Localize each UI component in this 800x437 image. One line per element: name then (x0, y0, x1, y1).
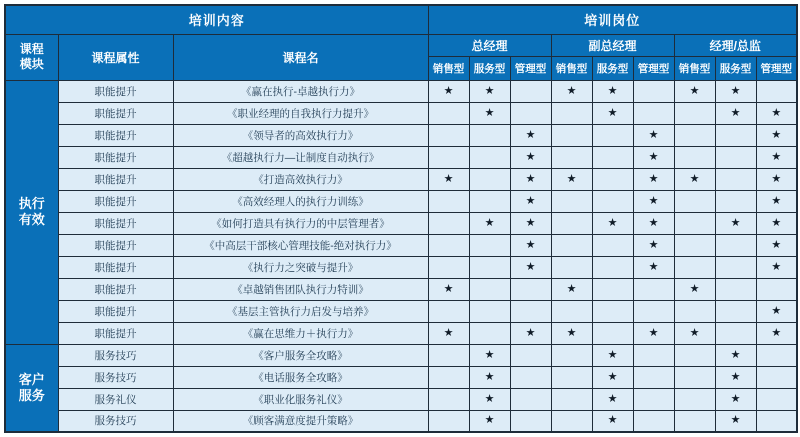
empty-mark-cell (633, 366, 674, 388)
star-icon: ★ (607, 84, 618, 97)
star-mark-cell (510, 146, 551, 168)
module-name-cell (5, 344, 58, 432)
empty-mark-cell (674, 234, 715, 256)
module-name-cell (5, 80, 58, 344)
empty-mark-cell (674, 256, 715, 278)
empty-mark-cell (551, 124, 592, 146)
empty-mark-cell (510, 300, 551, 322)
empty-mark-cell (756, 278, 797, 300)
star-icon: ★ (484, 414, 495, 427)
empty-mark-cell (674, 146, 715, 168)
star-mark-cell (715, 366, 756, 388)
empty-mark-cell (592, 168, 633, 190)
type-header-sales: 销售型 (551, 56, 592, 80)
star-icon: ★ (566, 172, 577, 185)
star-icon: ★ (730, 392, 741, 405)
type-header-management: 管理型 (756, 56, 797, 80)
star-icon: ★ (484, 106, 495, 119)
empty-mark-cell (674, 366, 715, 388)
header-row-top (5, 5, 797, 34)
course-name-cell: 《职业经理的自我执行力提升》 (173, 102, 428, 124)
empty-mark-cell (469, 322, 510, 344)
course-row (5, 344, 797, 366)
star-mark-cell (633, 212, 674, 234)
course-name-cell: 《超越执行力—让制度自动执行》 (173, 146, 428, 168)
course-row (5, 256, 797, 278)
empty-mark-cell (551, 234, 592, 256)
star-icon: ★ (525, 260, 536, 273)
empty-mark-cell (428, 300, 469, 322)
course-attribute-cell: 职能提升 (58, 278, 173, 300)
star-icon: ★ (484, 370, 495, 383)
empty-mark-cell (428, 212, 469, 234)
star-mark-cell (715, 410, 756, 432)
star-mark-cell (674, 168, 715, 190)
empty-mark-cell (428, 256, 469, 278)
star-icon: ★ (525, 128, 536, 141)
empty-mark-cell (756, 344, 797, 366)
course-name-cell: 《打造高效执行力》 (173, 168, 428, 190)
course-name-cell: 《卓越销售团队执行力特训》 (173, 278, 428, 300)
course-attribute-cell: 服务技巧 (58, 366, 173, 388)
star-mark-cell (510, 212, 551, 234)
star-icon: ★ (484, 348, 495, 361)
course-row (5, 168, 797, 190)
star-mark-cell (469, 388, 510, 410)
star-icon: ★ (566, 326, 577, 339)
empty-mark-cell (551, 102, 592, 124)
course-row (5, 102, 797, 124)
empty-mark-cell (633, 300, 674, 322)
empty-mark-cell (715, 234, 756, 256)
empty-mark-cell (633, 278, 674, 300)
course-name-cell: 《高效经理人的执行力训练》 (173, 190, 428, 212)
course-row (5, 146, 797, 168)
star-icon: ★ (443, 84, 454, 97)
empty-mark-cell (510, 102, 551, 124)
star-icon: ★ (607, 414, 618, 427)
star-mark-cell (592, 388, 633, 410)
star-mark-cell (674, 322, 715, 344)
star-icon: ★ (730, 84, 741, 97)
empty-mark-cell (633, 102, 674, 124)
empty-mark-cell (592, 256, 633, 278)
star-icon: ★ (689, 84, 700, 97)
empty-mark-cell (510, 366, 551, 388)
course-name-cell: 《如何打造具有执行力的中层管理者》 (173, 212, 428, 234)
empty-mark-cell (633, 80, 674, 102)
star-icon: ★ (771, 304, 782, 317)
star-icon: ★ (607, 370, 618, 383)
empty-mark-cell (469, 278, 510, 300)
star-icon: ★ (730, 216, 741, 229)
star-mark-cell (510, 322, 551, 344)
star-icon: ★ (689, 282, 700, 295)
course-attribute-cell: 服务技巧 (58, 410, 173, 432)
course-row (5, 388, 797, 410)
star-mark-cell (633, 234, 674, 256)
star-icon: ★ (689, 172, 700, 185)
empty-mark-cell (551, 146, 592, 168)
star-mark-cell (510, 168, 551, 190)
star-mark-cell (756, 256, 797, 278)
star-mark-cell (756, 168, 797, 190)
empty-mark-cell (469, 146, 510, 168)
empty-mark-cell (756, 410, 797, 432)
empty-mark-cell (428, 234, 469, 256)
course-attribute-cell: 职能提升 (58, 256, 173, 278)
empty-mark-cell (674, 344, 715, 366)
empty-mark-cell (469, 234, 510, 256)
star-icon: ★ (689, 326, 700, 339)
star-mark-cell (674, 80, 715, 102)
star-mark-cell (756, 212, 797, 234)
empty-mark-cell (510, 80, 551, 102)
star-icon: ★ (648, 128, 659, 141)
course-module-header (5, 34, 58, 80)
course-attribute-cell: 职能提升 (58, 102, 173, 124)
star-icon: ★ (648, 172, 659, 185)
star-mark-cell (715, 212, 756, 234)
star-mark-cell (756, 190, 797, 212)
star-icon: ★ (771, 326, 782, 339)
course-name-cell: 《客户服务全攻略》 (173, 344, 428, 366)
star-icon: ★ (648, 260, 659, 273)
star-icon: ★ (648, 194, 659, 207)
star-icon: ★ (730, 106, 741, 119)
course-row (5, 124, 797, 146)
star-mark-cell (633, 168, 674, 190)
empty-mark-cell (469, 190, 510, 212)
empty-mark-cell (551, 388, 592, 410)
type-header-service: 服务型 (715, 56, 756, 80)
empty-mark-cell (674, 190, 715, 212)
table-body (5, 80, 797, 432)
star-mark-cell (715, 388, 756, 410)
course-attribute-cell: 职能提升 (58, 168, 173, 190)
group-header-manager-director: 经理/总监 (674, 34, 797, 56)
star-icon: ★ (525, 172, 536, 185)
star-mark-cell (674, 278, 715, 300)
star-icon: ★ (771, 128, 782, 141)
course-row (5, 212, 797, 234)
star-mark-cell (510, 190, 551, 212)
star-mark-cell (633, 190, 674, 212)
star-mark-cell (551, 80, 592, 102)
empty-mark-cell (510, 388, 551, 410)
course-name-cell: 《顾客满意度提升策略》 (173, 410, 428, 432)
star-mark-cell (592, 212, 633, 234)
empty-mark-cell (592, 124, 633, 146)
star-mark-cell (510, 256, 551, 278)
star-mark-cell (592, 344, 633, 366)
star-icon: ★ (484, 84, 495, 97)
star-icon: ★ (648, 238, 659, 251)
star-icon: ★ (771, 194, 782, 207)
type-header-service: 服务型 (469, 56, 510, 80)
course-row (5, 190, 797, 212)
course-row (5, 410, 797, 432)
empty-mark-cell (715, 278, 756, 300)
empty-mark-cell (715, 146, 756, 168)
empty-mark-cell (592, 278, 633, 300)
empty-mark-cell (428, 102, 469, 124)
star-icon: ★ (566, 84, 577, 97)
star-mark-cell (633, 256, 674, 278)
course-name-cell: 《执行力之突破与提升》 (173, 256, 428, 278)
star-icon: ★ (771, 150, 782, 163)
star-mark-cell (510, 124, 551, 146)
star-icon: ★ (771, 106, 782, 119)
empty-mark-cell (592, 322, 633, 344)
empty-mark-cell (510, 278, 551, 300)
empty-mark-cell (674, 388, 715, 410)
empty-mark-cell (756, 80, 797, 102)
star-icon: ★ (566, 282, 577, 295)
course-attribute-cell: 职能提升 (58, 80, 173, 102)
star-icon: ★ (443, 172, 454, 185)
star-mark-cell (428, 80, 469, 102)
star-mark-cell (469, 102, 510, 124)
course-name-cell: 《赢在思维力＋执行力》 (173, 322, 428, 344)
empty-mark-cell (674, 300, 715, 322)
star-icon: ★ (648, 150, 659, 163)
star-mark-cell (592, 80, 633, 102)
empty-mark-cell (428, 366, 469, 388)
training-course-table (4, 4, 798, 433)
star-mark-cell (469, 344, 510, 366)
course-attribute-header: 课程属性 (58, 34, 173, 80)
empty-mark-cell (428, 388, 469, 410)
star-icon: ★ (525, 238, 536, 251)
course-attribute-cell: 职能提升 (58, 300, 173, 322)
type-header-sales: 销售型 (674, 56, 715, 80)
module-name-label: 客户服务 (18, 371, 45, 403)
star-mark-cell (633, 322, 674, 344)
star-icon: ★ (607, 348, 618, 361)
empty-mark-cell (592, 234, 633, 256)
empty-mark-cell (428, 344, 469, 366)
type-header-sales: 销售型 (428, 56, 469, 80)
empty-mark-cell (551, 190, 592, 212)
star-mark-cell (469, 366, 510, 388)
empty-mark-cell (633, 388, 674, 410)
type-header-management: 管理型 (510, 56, 551, 80)
empty-mark-cell (469, 124, 510, 146)
course-name-cell: 《职业化服务礼仪》 (173, 388, 428, 410)
star-mark-cell (633, 146, 674, 168)
star-mark-cell (756, 124, 797, 146)
empty-mark-cell (715, 168, 756, 190)
empty-mark-cell (756, 366, 797, 388)
course-name-cell: 《中高层干部核心管理技能-绝对执行力》 (173, 234, 428, 256)
star-mark-cell (428, 168, 469, 190)
empty-mark-cell (428, 410, 469, 432)
star-mark-cell (756, 234, 797, 256)
star-mark-cell (592, 366, 633, 388)
star-icon: ★ (771, 238, 782, 251)
star-mark-cell (756, 102, 797, 124)
star-mark-cell (756, 300, 797, 322)
empty-mark-cell (551, 212, 592, 234)
course-name-cell: 《赢在执行-卓越执行力》 (173, 80, 428, 102)
star-icon: ★ (525, 326, 536, 339)
header-row-groups (5, 34, 797, 56)
module-name-label: 执行有效 (18, 195, 45, 227)
star-icon: ★ (607, 216, 618, 229)
star-icon: ★ (525, 216, 536, 229)
star-icon: ★ (648, 216, 659, 229)
empty-mark-cell (469, 168, 510, 190)
star-icon: ★ (607, 392, 618, 405)
course-row (5, 300, 797, 322)
star-mark-cell (469, 410, 510, 432)
empty-mark-cell (428, 190, 469, 212)
empty-mark-cell (551, 256, 592, 278)
empty-mark-cell (633, 344, 674, 366)
star-icon: ★ (771, 216, 782, 229)
course-attribute-cell: 服务礼仪 (58, 388, 173, 410)
course-row (5, 322, 797, 344)
course-row (5, 278, 797, 300)
course-attribute-cell: 职能提升 (58, 146, 173, 168)
course-row (5, 80, 797, 102)
course-row (5, 366, 797, 388)
empty-mark-cell (551, 300, 592, 322)
empty-mark-cell (756, 388, 797, 410)
star-mark-cell (428, 322, 469, 344)
star-icon: ★ (730, 348, 741, 361)
star-mark-cell (715, 102, 756, 124)
star-icon: ★ (607, 106, 618, 119)
star-mark-cell (510, 234, 551, 256)
course-attribute-cell: 职能提升 (58, 212, 173, 234)
type-header-management: 管理型 (633, 56, 674, 80)
star-icon: ★ (443, 326, 454, 339)
star-icon: ★ (648, 326, 659, 339)
star-icon: ★ (484, 216, 495, 229)
star-mark-cell (715, 344, 756, 366)
star-icon: ★ (525, 150, 536, 163)
empty-mark-cell (428, 146, 469, 168)
course-attribute-cell: 职能提升 (58, 322, 173, 344)
course-attribute-cell: 职能提升 (58, 124, 173, 146)
course-name-cell: 《基层主管执行力启发与培养》 (173, 300, 428, 322)
star-mark-cell (428, 278, 469, 300)
type-header-service: 服务型 (592, 56, 633, 80)
course-name-header: 课程名 (173, 34, 428, 80)
star-mark-cell (633, 124, 674, 146)
empty-mark-cell (715, 300, 756, 322)
star-mark-cell (551, 322, 592, 344)
empty-mark-cell (592, 146, 633, 168)
empty-mark-cell (715, 190, 756, 212)
empty-mark-cell (715, 256, 756, 278)
empty-mark-cell (674, 124, 715, 146)
course-attribute-cell: 职能提升 (58, 234, 173, 256)
empty-mark-cell (674, 410, 715, 432)
star-icon: ★ (771, 172, 782, 185)
empty-mark-cell (715, 322, 756, 344)
star-mark-cell (592, 102, 633, 124)
star-icon: ★ (484, 392, 495, 405)
star-icon: ★ (730, 414, 741, 427)
course-name-cell: 《领导者的高效执行力》 (173, 124, 428, 146)
course-attribute-cell: 职能提升 (58, 190, 173, 212)
empty-mark-cell (551, 344, 592, 366)
group-header-general-manager: 总经理 (428, 34, 551, 56)
star-mark-cell (756, 322, 797, 344)
star-icon: ★ (771, 260, 782, 273)
star-mark-cell (469, 80, 510, 102)
empty-mark-cell (715, 124, 756, 146)
training-content-header: 培训内容 (5, 5, 428, 34)
star-icon: ★ (525, 194, 536, 207)
empty-mark-cell (469, 300, 510, 322)
empty-mark-cell (428, 124, 469, 146)
empty-mark-cell (469, 256, 510, 278)
star-mark-cell (715, 80, 756, 102)
course-row (5, 234, 797, 256)
empty-mark-cell (551, 410, 592, 432)
course-attribute-cell: 服务技巧 (58, 344, 173, 366)
course-module-header-label: 课程模块 (19, 42, 44, 71)
empty-mark-cell (674, 102, 715, 124)
empty-mark-cell (510, 344, 551, 366)
course-name-cell: 《电话服务全攻略》 (173, 366, 428, 388)
star-icon: ★ (443, 282, 454, 295)
star-mark-cell (592, 410, 633, 432)
empty-mark-cell (674, 212, 715, 234)
empty-mark-cell (592, 190, 633, 212)
star-mark-cell (551, 278, 592, 300)
empty-mark-cell (633, 410, 674, 432)
table-header (5, 5, 797, 80)
group-header-deputy-general-manager: 副总经理 (551, 34, 674, 56)
star-mark-cell (551, 168, 592, 190)
star-icon: ★ (730, 370, 741, 383)
empty-mark-cell (510, 410, 551, 432)
training-positions-header: 培训岗位 (428, 5, 797, 34)
star-mark-cell (469, 212, 510, 234)
empty-mark-cell (551, 366, 592, 388)
empty-mark-cell (592, 300, 633, 322)
star-mark-cell (756, 146, 797, 168)
